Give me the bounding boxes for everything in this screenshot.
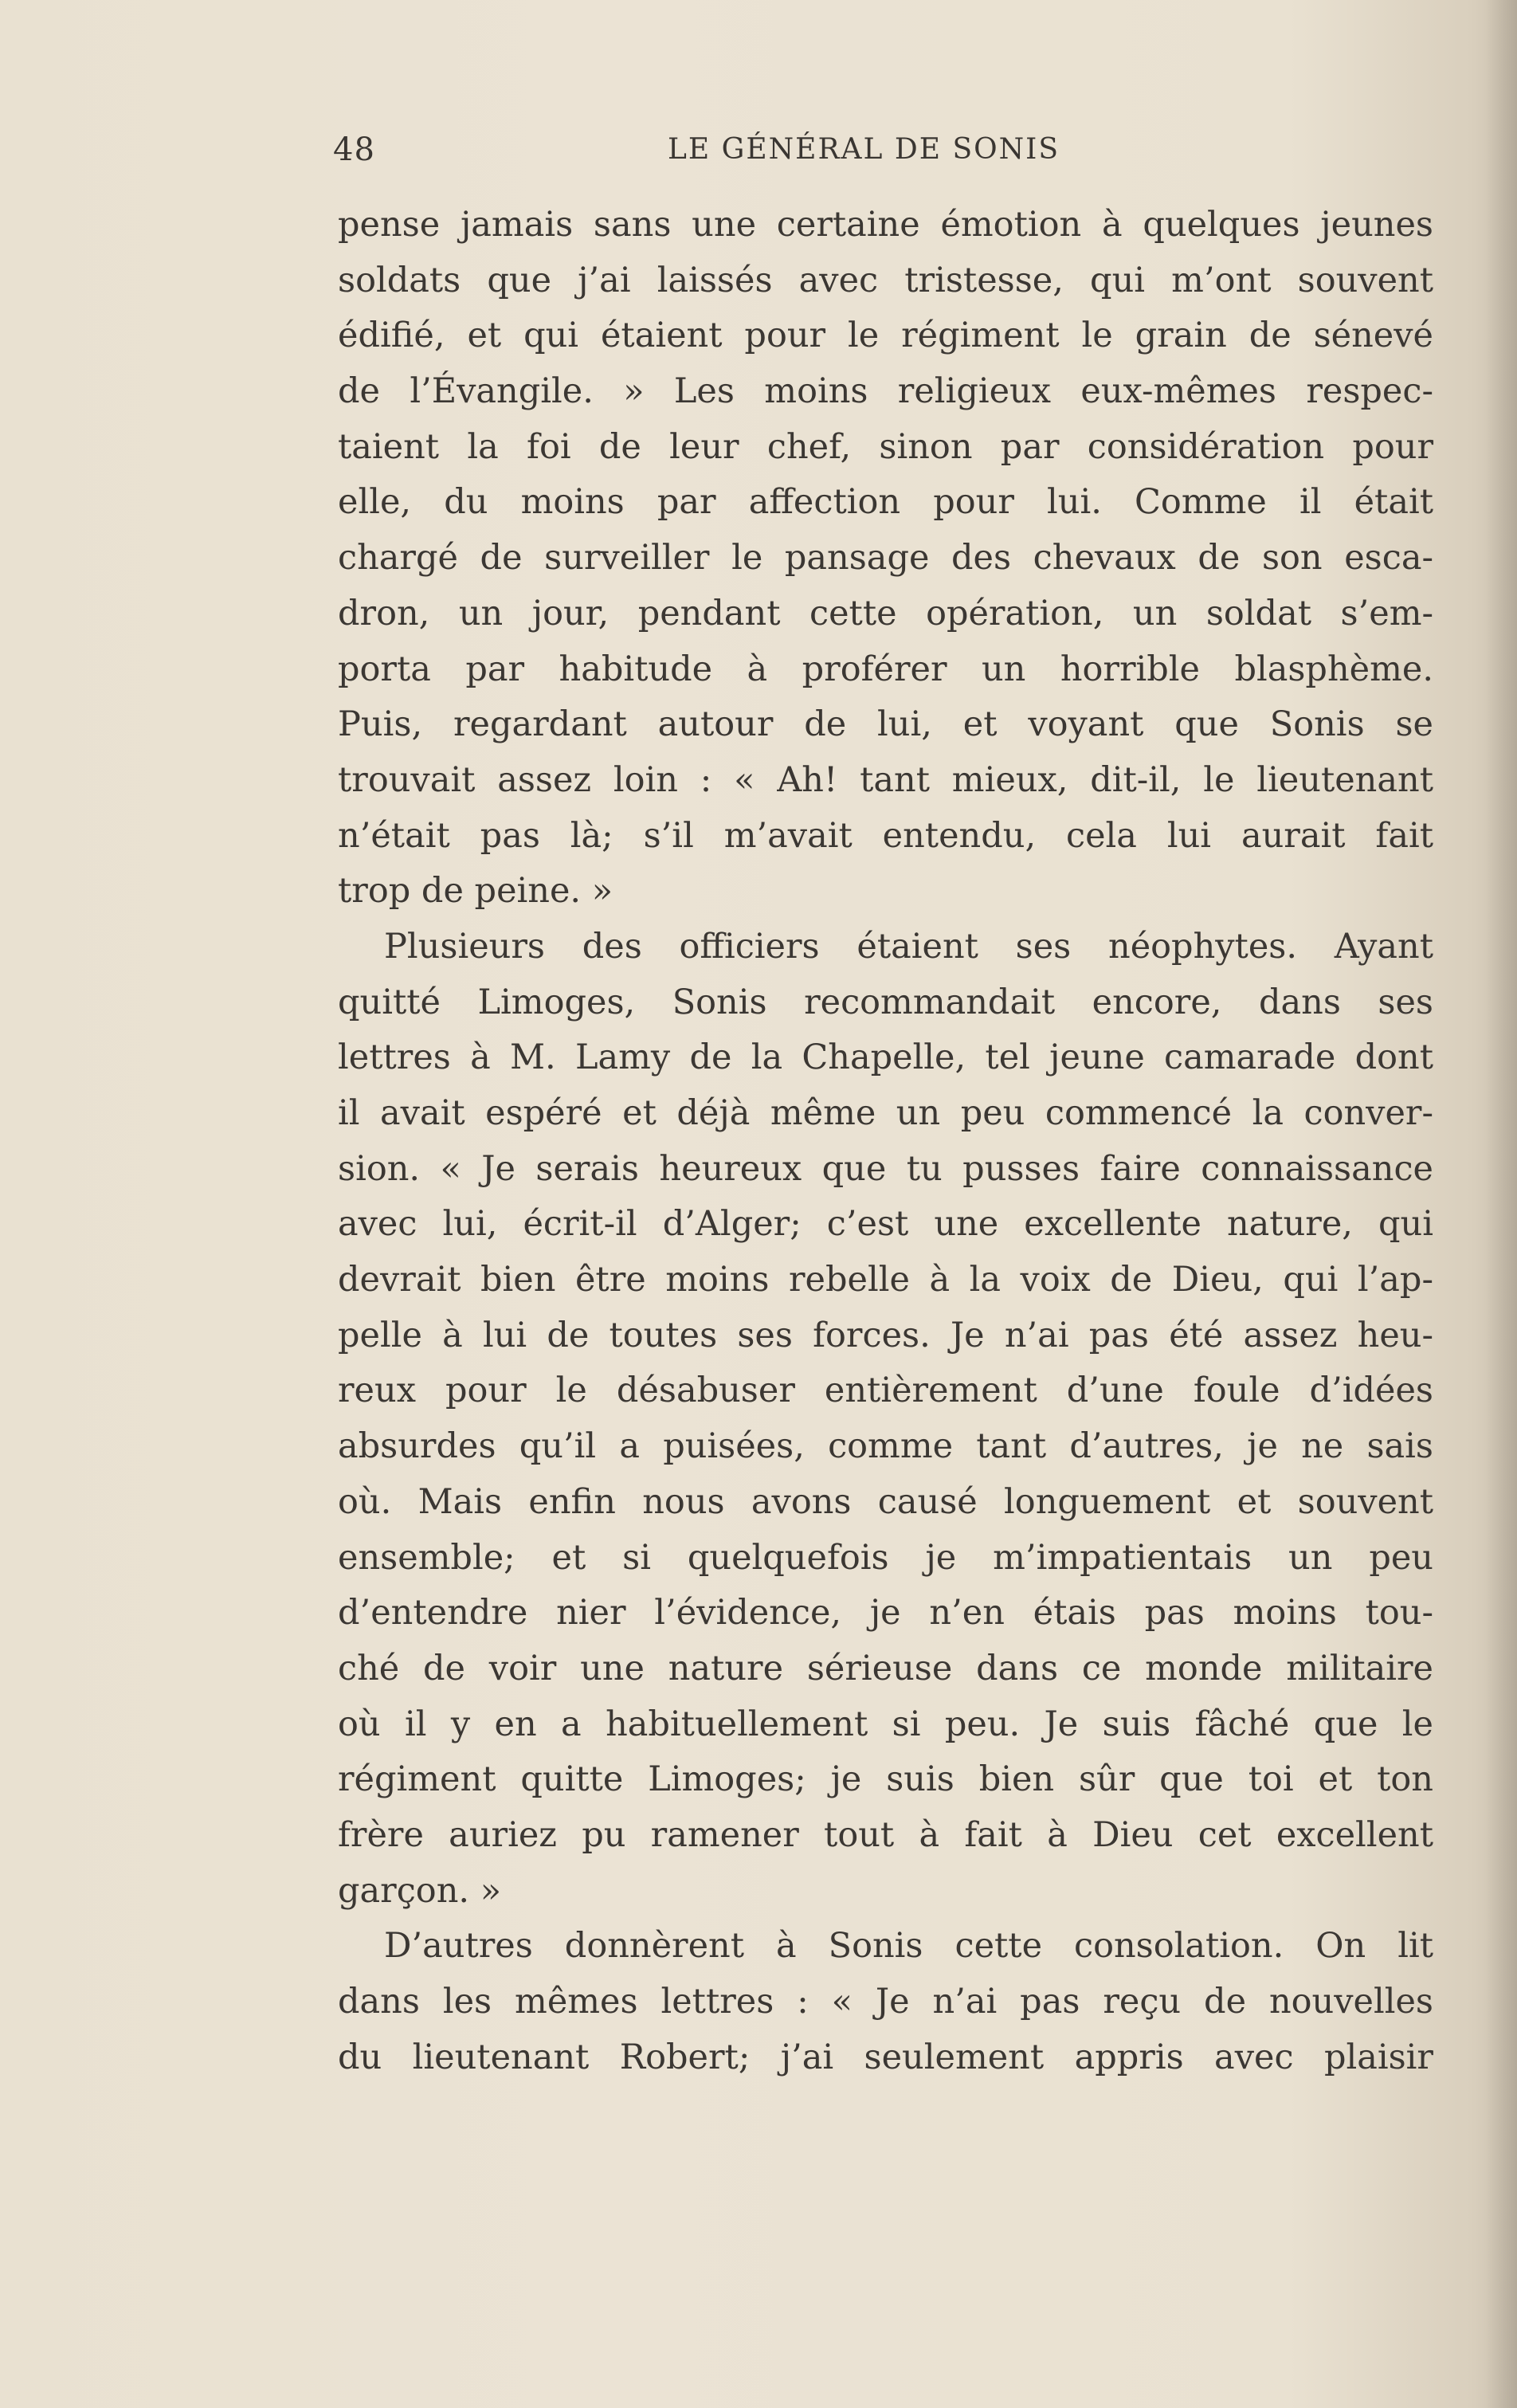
text-line: garçon. » (338, 1870, 502, 1911)
text-line: trouvait assez loin : « Ah! tant mieux, dit-il, le lieutenant (338, 759, 1433, 800)
running-title: LE GÉNÉRAL DE SONIS (668, 133, 1060, 166)
text-line: pense jamais sans une certaine émotion à quelques jeunes (338, 205, 1433, 245)
text-line: elle, du moins par affection pour lui. Comme il était (338, 482, 1433, 523)
text-line: Puis, regardant autour de lui, et voyant que Sonis se (338, 704, 1433, 745)
text-line: il avait espéré et déjà même un peu commencé la conver- (338, 1093, 1433, 1133)
text-line: dans les mêmes lettres : « Je n’ai pas reçu de nouvelles (338, 1982, 1433, 2022)
text-line: lettres à M. Lamy de la Chapelle, tel jeune camarade dont (338, 1037, 1433, 1078)
text-line: porta par habitude à proférer un horrible blasphème. (338, 649, 1433, 689)
text-line: taient la foi de leur chef, sinon par considération pour (338, 426, 1433, 467)
text-line: où. Mais enfin nous avons causé longuement et souvent (338, 1481, 1433, 1522)
text-line: ché de voir une nature sérieuse dans ce monde militaire (338, 1648, 1433, 1688)
text-line: d’entendre nier l’évidence, je n’en étais pas moins tou- (338, 1593, 1433, 1633)
text-line: de l’Évangile. » Les moins religieux eux-mêmes respec- (338, 371, 1433, 412)
text-line: avec lui, écrit-il d’Alger; c’est une excellente nature, qui (338, 1204, 1433, 1245)
text-line: du lieutenant Robert; j’ai seulement appris avec plaisir (338, 2037, 1433, 2077)
text-line: absurdes qu’il a puisées, comme tant d’autres, je ne sais (338, 1426, 1433, 1467)
page-number: 48 (333, 131, 375, 168)
text-line: pelle à lui de toutes ses forces. Je n’ai pas été assez heu- (338, 1315, 1433, 1355)
text-line: sion. « Je serais heureux que tu pusses faire connaissance (338, 1148, 1433, 1189)
page-edge-shadow (1485, 0, 1517, 2408)
text-line: trop de peine. » (338, 871, 613, 912)
text-line: édifié, et qui étaient pour le régiment le grain de sénevé (338, 316, 1433, 356)
page-header (333, 131, 1433, 179)
text-line: ensemble; et si quelquefois je m’impatientais un peu (338, 1537, 1433, 1578)
text-line: frère auriez pu ramener tout à fait à Dieu cet excellent (338, 1814, 1433, 1855)
text-line: Plusieurs des officiers étaient ses néophytes. Ayant (384, 926, 1433, 967)
text-line: reux pour le désabuser entièrement d’une foule d’idées (338, 1371, 1433, 1411)
text-line: régiment quitte Limoges; je suis bien sûr que toi et ton (338, 1759, 1433, 1800)
text-line: chargé de surveiller le pansage des chevaux de son esca- (338, 538, 1433, 578)
text-line: soldats que j’ai laissés avec tristesse, qui m’ont souvent (338, 260, 1433, 300)
text-line: n’était pas là; s’il m’avait entendu, cela lui aurait fait (338, 815, 1433, 856)
text-line: quitté Limoges, Sonis recommandait encore, dans ses (338, 982, 1433, 1022)
body-text (338, 198, 1433, 2085)
text-line: dron, un jour, pendant cette opération, un soldat s’em- (338, 593, 1433, 633)
text-line: devrait bien être moins rebelle à la voix de Dieu, qui l’ap- (338, 1260, 1433, 1300)
text-line: D’autres donnèrent à Sonis cette consolation. On lit (384, 1926, 1433, 1967)
text-line: où il y en a habituellement si peu. Je suis fâché que le (338, 1704, 1433, 1744)
